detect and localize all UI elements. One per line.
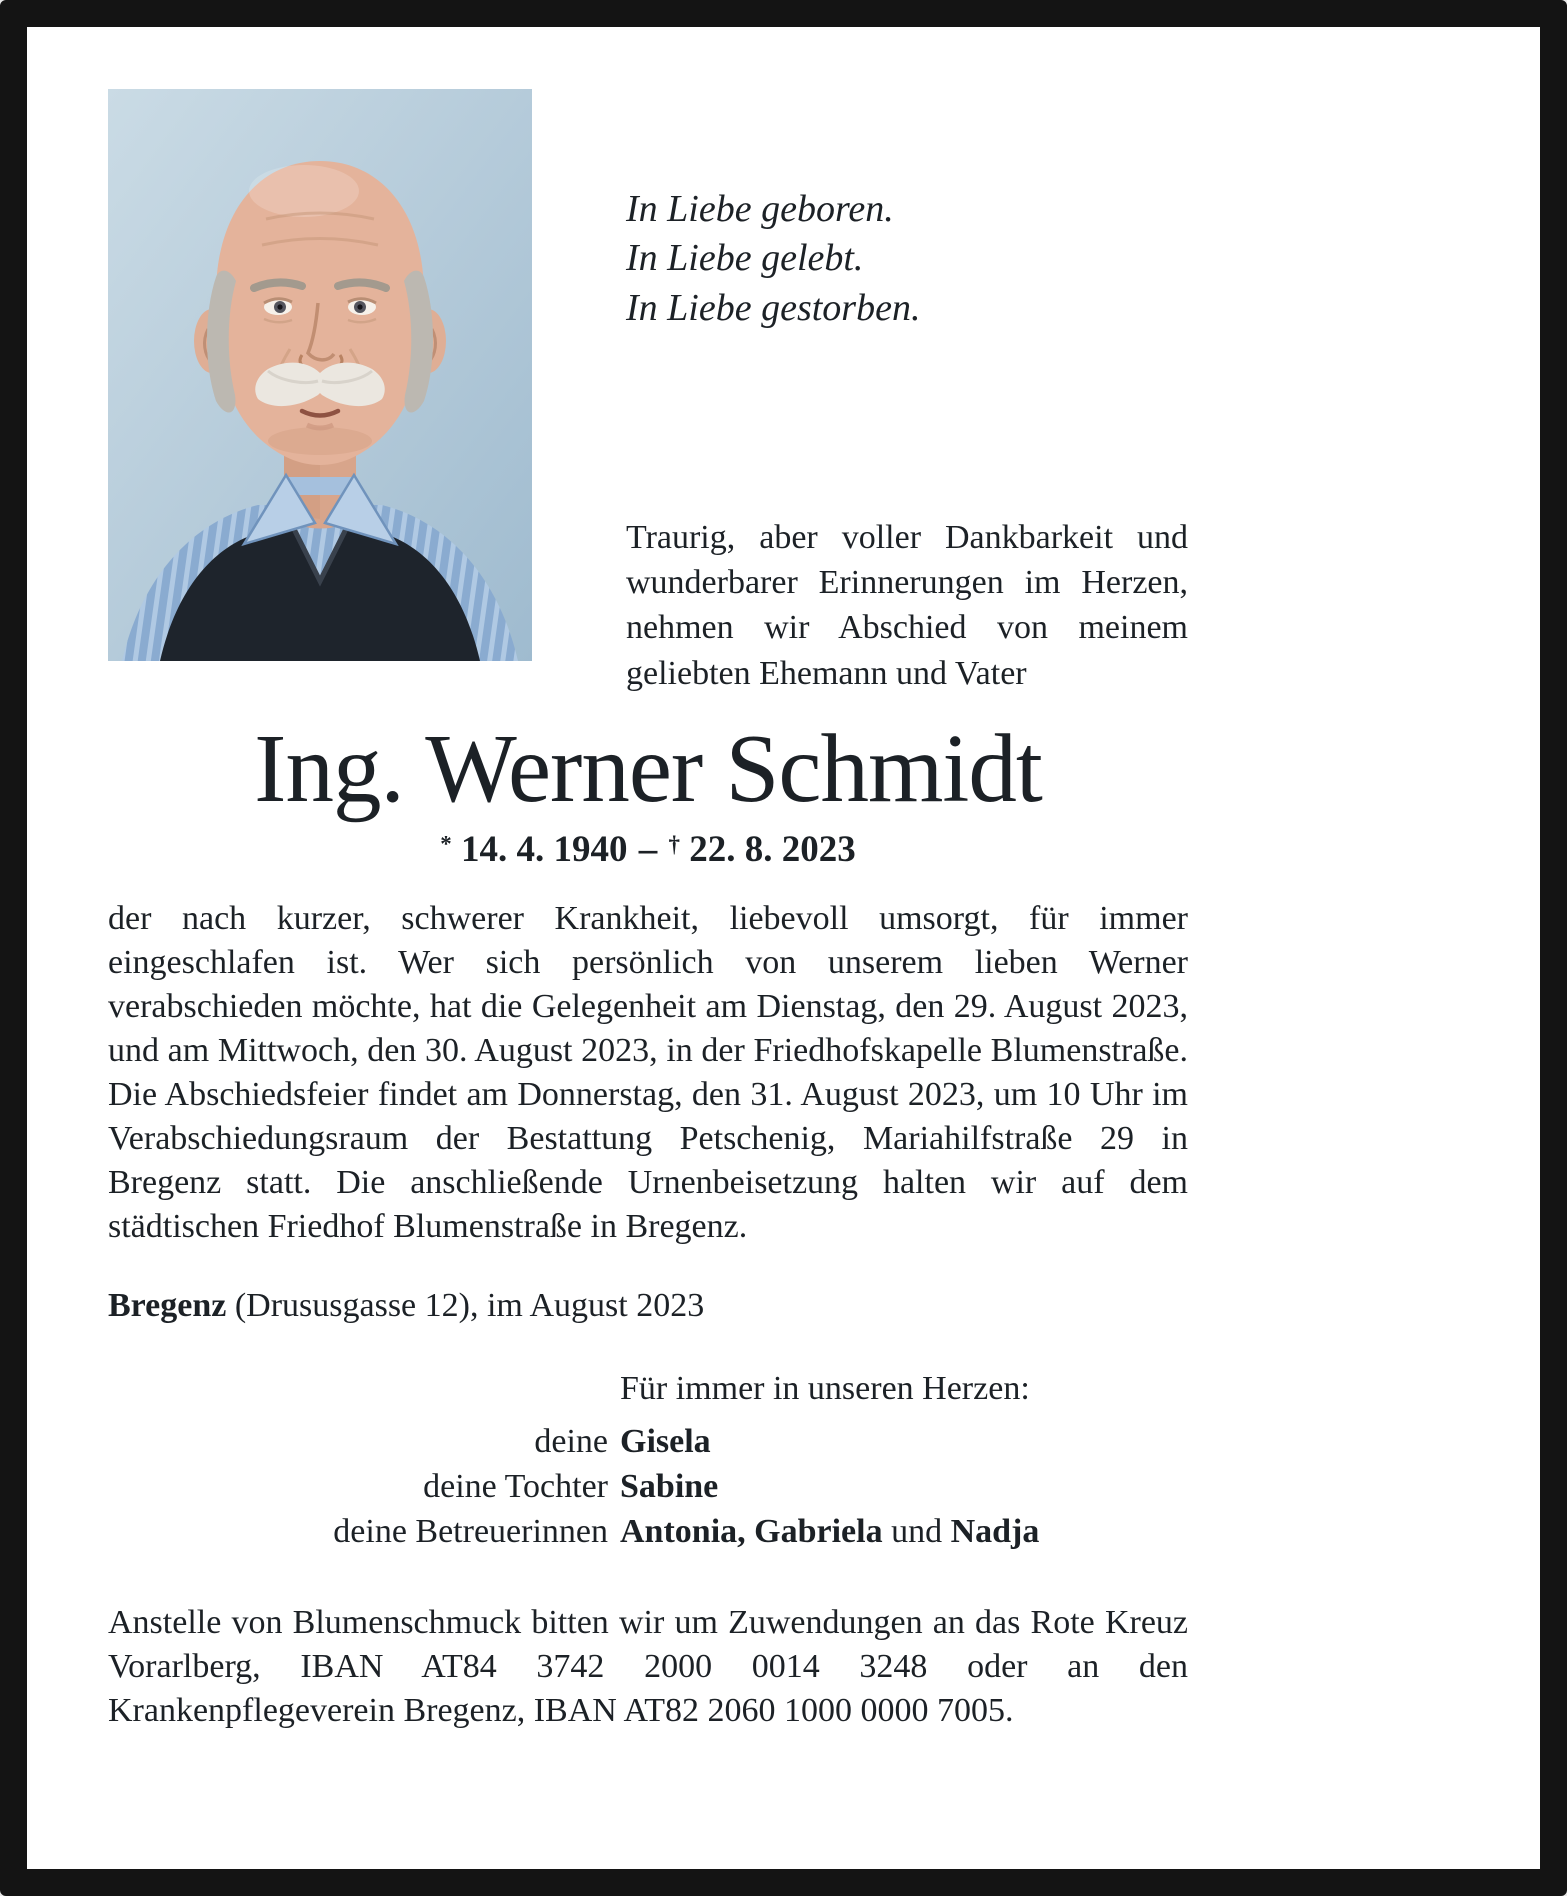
farewell-row-wife — [108, 1420, 1188, 1465]
farewell-block — [108, 1367, 1188, 1555]
farewell-heading-row — [108, 1367, 1188, 1412]
death-date: 22. 8. 2023 — [689, 828, 856, 870]
caregiver-connector: und — [891, 1512, 943, 1550]
portrait-illustration — [108, 89, 532, 661]
farewell-prefix-caregivers: deine Betreuerinnen — [333, 1512, 608, 1550]
farewell-names-caregivers — [620, 1510, 1188, 1555]
birth-date: 14. 4. 1940 — [461, 828, 628, 870]
obituary-content — [27, 27, 1188, 1733]
epigraph-line-3: In Liebe gestorben. — [626, 286, 921, 329]
top-section — [108, 87, 1188, 703]
farewell-prefix-wife: deine — [534, 1422, 608, 1460]
farewell-name-daughter: Sabine — [620, 1467, 719, 1505]
face — [216, 161, 424, 465]
birth-symbol: * — [440, 831, 452, 857]
farewell-row-daughter — [108, 1465, 1188, 1510]
place-rest: (Drususgasse 12), im August 2023 — [226, 1287, 705, 1324]
epigraph-line-1: In Liebe geboren. — [626, 188, 894, 230]
portrait-photo — [108, 89, 532, 661]
donation-paragraph: Anstelle von Blumenschmuck bitten wir um Zuwendungen an das Rote Kreuz Vorarlberg, IBAN AT84 3742 2000 0014 3248 oder an den Krankenpflegeverein Bregenz, IBAN AT82 2060 1000 0000 7005. — [108, 1603, 1188, 1729]
death-symbol: † — [668, 831, 680, 857]
epigraph — [626, 185, 920, 333]
farewell-row-caregivers — [108, 1510, 1188, 1555]
life-dates — [108, 828, 1188, 871]
caregiver-names-2: Nadja — [950, 1512, 1040, 1550]
caregiver-names-1: Antonia, Gabriela — [620, 1512, 883, 1550]
announcement-paragraph: der nach kurzer, schwerer Krankheit, liebevoll umsorgt, für immer eingeschlafen ist. Wer sich persönlich von unserem lieben Werner verabschieden möchte, hat die Gelegenheit am Dienstag, den 29. August 2023, und am Mittwoch, den 30. August 2023, in der Friedhofskapelle Blumenstraße. Die Abschiedsfeier findet am Donnerstag, den 31. August 2023, um 10 Uhr im Verabschiedungsraum der Bestattung Petschenig, Mariahilfstraße 29 in Bregenz statt. Die anschließende Urnenbeisetzung halten wir auf dem städtischen Friedhof Blumenstraße in Bregenz. — [108, 899, 1188, 1245]
intro-paragraph: Traurig, aber voller Dankbarkeit und wunderbarer Erinnerungen im Herzen, nehmen wir Abschied von meinem geliebten Ehemann und Vater — [626, 519, 1188, 692]
date-separator: – — [638, 828, 658, 870]
farewell-prefix-daughter: deine Tochter — [423, 1467, 608, 1505]
place-date-line — [108, 1287, 1188, 1325]
farewell-name-wife: Gisela — [620, 1422, 711, 1460]
place-name: Bregenz — [108, 1287, 227, 1324]
farewell-heading: Für immer in unseren Herzen: — [620, 1370, 1030, 1407]
deceased-name: Ing. Werner Schmidt — [254, 715, 1042, 822]
epigraph-line-2: In Liebe gelebt. — [626, 237, 864, 280]
